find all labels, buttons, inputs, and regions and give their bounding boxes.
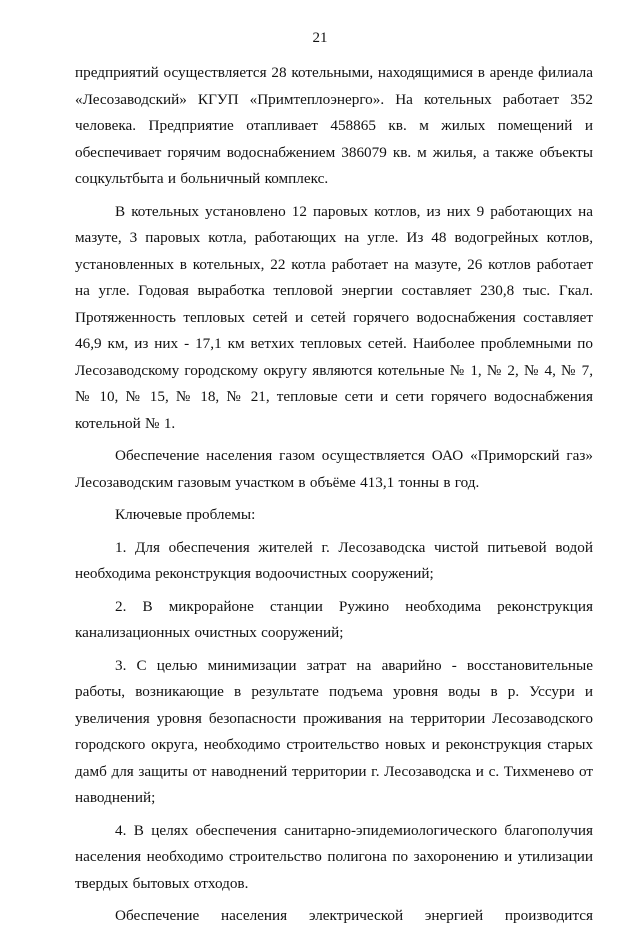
paragraph-problem-4: 4. В целях обеспечения санитарно-эпидемиологического благополучия населения необходимо строительство полигона по захоронению и утилизации твердых бытовых отходов. xyxy=(75,821,593,892)
paragraph-problem-2: 2. В микрорайоне станции Ружино необходима реконструкция канализационных очистных сооружений; xyxy=(75,597,593,641)
paragraph-boilers: В котельных установлено 12 паровых котлов, из них 9 работающих на мазуте, 3 паровых котла, работающих на угле. Из 48 водогрейных котлов, установленных в котельных, 22 котла работает на мазуте, 26 котлов работает на угле. Годовая выработка тепловой энергии составляет 230,8 тыс. Гкал. Протяженность тепловых сетей и сетей горячего водоснабжения составляет 46,9 км, из них - 17,1 км ветхих тепловых сетей. Наиболее проблемными по Лесозаводскому городскому округу являются котельные № 1, № 2, № 4, № 7, № 10, № 15, № 18, № 21, тепловые сети и сети горячего водоснабжения котельной № 1. xyxy=(75,202,593,432)
paragraph-electricity: Обеспечение населения электрической энергией производится xyxy=(115,907,593,924)
paragraph-problem-1: 1. Для обеспечения жителей г. Лесозаводска чистой питьевой водой необходима реконструкция водоочистных сооружений; xyxy=(75,538,593,582)
page-number: 21 xyxy=(312,30,328,46)
body-text xyxy=(75,60,593,930)
paragraph-key-problems-heading: Ключевые проблемы: xyxy=(115,506,256,523)
paragraph-heating-enterprises: предприятий осуществляется 28 котельными, находящимися в аренде филиала «Лесозаводский» КГУП «Примтеплоэнерго». На котельных работает 352 человека. Предприятие отапливает 458865 кв. м жилых помещений и обеспечивает горячим водоснабжением 386079 кв. м жилья, а также объекты соцкультбыта и больничный комплекс. xyxy=(75,64,593,187)
paragraph-gas-supply: Обеспечение населения газом осуществляется ОАО «Приморский газ» Лесозаводским газовым участком в объёме 413,1 тонны в год. xyxy=(75,447,593,491)
paragraph-problem-3: 3. С целью минимизации затрат на аварийно - восстановительные работы, возникающие в результате подъема уровня воды в р. Уссури и увеличения уровня безопасности проживания на территории Лесозаводского городского округа, необходимо строительство новых и реконструкция старых дамб для защиты от наводнений территории г. Лесозаводска и с. Тихменево от наводнений; xyxy=(75,656,593,806)
